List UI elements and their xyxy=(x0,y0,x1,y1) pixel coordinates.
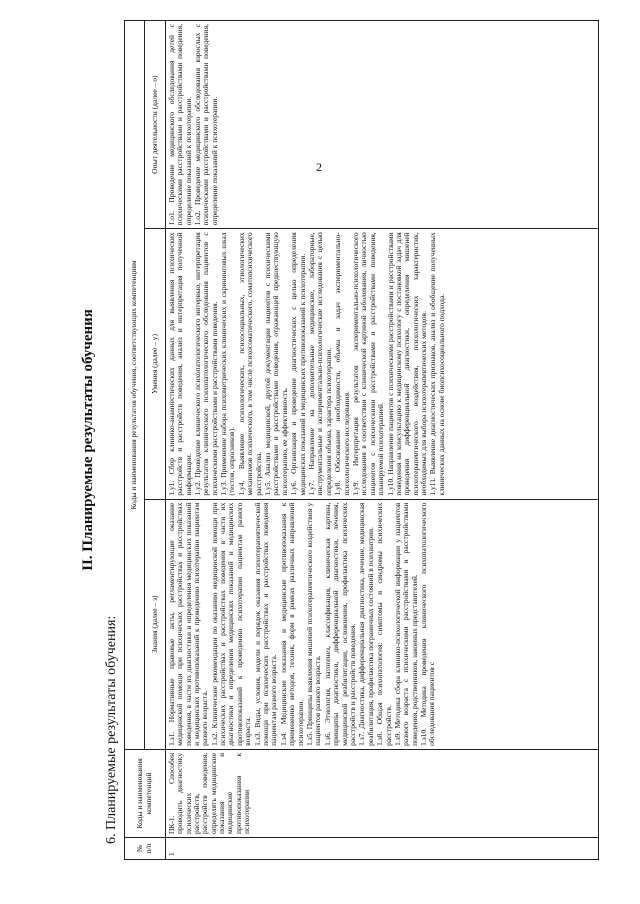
header-skills: Умения (далее – у) xyxy=(145,229,165,499)
skills-cell xyxy=(165,229,598,499)
row-num: 1 xyxy=(165,837,598,859)
skill-item: 1.у8. Обоснование необходимости, объема и задач экспериментально-психологического исследования. xyxy=(333,232,351,496)
knowledge-item: 1.з4. Медицинские показания и медицинские противопоказания к применению методов, техник, форм в рамках различных направлений психотерапии. xyxy=(278,502,305,746)
knowledge-cell xyxy=(165,499,598,749)
experience-cell xyxy=(165,21,598,229)
skill-item: 1.у1. Сбор клинико-анамнестических данных для выявления психических расстройств и расстройств поведения, анализ и интерпретация полученной информации. xyxy=(166,232,193,496)
skill-item: 1.у5. Анализ медицинской, другой документации пациентов с психическими расстройствами и расстройствами поведения, отражающей предшествующую психотерапию, ее эффективность. xyxy=(263,232,289,496)
skill-item: 1.у3. Применение набора психометрических клинических и скрининговых шкал (тестов, опросников). xyxy=(219,232,237,496)
knowledge-item: 1.з7. Диагностика, дифференциальная диагностика, лечение, медицинская реабилитация, профилактика пограничных состояний в психиатрии. xyxy=(357,502,375,746)
skill-item: 1.у4. Выявление психологических, психосоциальных, этиологических механизмов психического, в том числе психосоматического, соматопсихического расстройства. xyxy=(236,232,263,496)
skill-item: 1.у11. Выявление диагностических признаков, анализ и обобщение полученных клинических данных на основе биопсихосоциального подхода. xyxy=(428,232,446,496)
header-competence: Коды и наименования компетенций xyxy=(125,749,166,837)
experience-item: 1.о2. Проведение медицинского обследования взрослых с психическими расстройствами и расстройствами поведения, определение показаний к психотерапии. xyxy=(192,24,219,226)
skill-item: 1.у6. Организация и проведение диагностических с целью определения медицинских показаний и медицинских противопоказаний к психотерапии. xyxy=(289,232,307,496)
knowledge-item: 1.з9. Методика сбора клинико-психологической информации у пациентов разного возраста с психическими расстройствами и расстройствами поведения, родственников, законных представителей. xyxy=(392,502,419,746)
knowledge-item: 1.з1. Нормативные правовые акты, регламентирующие оказание медицинской помощи при психических расстройствах и расстройствах поведения, в части их диагностики и определения медицинских показаний и медицинских противопоказаний к проведению психотерапии пациентам разного возраста. xyxy=(166,502,210,746)
section-title: II. Планируемые результаты обучения xyxy=(80,309,96,571)
skill-item: 1.у9. Интерпретация результатов экспериментально-психологического исследования в соответствии с клинической картиной заболевания, личностью пациентов с психическими расстройствами и расстройствами поведения, планируемой психотерапией. xyxy=(350,232,386,496)
table-row xyxy=(165,21,598,860)
skill-item: 1.у7. Направление на дополнительные медицинские, лабораторные, инструментальные и экспериментально-психологические исследования с целью определения объема, характера психотерапии. xyxy=(307,232,333,496)
knowledge-item: 1.з3. Виды, условия, модели и порядок оказания психотерапевтической помощи при психических расстройствах и расстройствах поведения пациентам разного возраста. xyxy=(252,502,279,746)
header-num: № п/п xyxy=(125,837,166,859)
header-knowledge: Знания (далее – з) xyxy=(145,499,165,749)
competence-cell: ПК-1. Способен проводить диагностику психических расстройств, расстройств поведения, определять медицинские показания и медицинские противопоказания к психотерапии xyxy=(165,749,598,837)
subsection-title: 6. Планируемые результаты обучения: xyxy=(104,615,119,844)
knowledge-item: 1.з6. Этиология, патогенез, классификация, клиническая картина, принципы диагностики, дифференциальной диагностики, лечения, медицинской реабилитации, осложнения, профилактика психических расстройств и расстройств поведения. xyxy=(322,502,357,746)
learning-outcomes-table xyxy=(124,20,599,860)
skill-item: 1.у2. Проведение клинического психопатологического интервью, интерпретация результатов клинического психопатологического обследования пациентов с психическими расстройствами и расстройствами поведения. xyxy=(192,232,219,496)
knowledge-item: 1.з2. Клинические рекомендации по оказанию медицинской помощи при психических расстройствах и расстройствах поведения в части их диагностики и определения медицинских показаний и медицинских противопоказаний к проведению психотерапии пациентам разного возраста. xyxy=(209,502,253,746)
header-row-1 xyxy=(125,21,145,860)
header-experience: Опыт деятельности (далее – о) xyxy=(145,21,165,229)
skill-item: 1.у10. Направление пациентов с психическими расстройствами и расстройствами поведения на консультацию к медицинскому психологу с постановкой задач для проведения дифференциальной диагностики, определения мишеней психотерапевтического воздействия, психологических характеристик, необходимых для выбора психотерапевтических методов. xyxy=(385,232,429,496)
header-row-2 xyxy=(145,21,165,860)
header-group: Коды и наименования результатов обучения, соответствующих компетенциям xyxy=(125,21,145,750)
rotated-page-content xyxy=(80,20,605,860)
knowledge-item: 1.з8. Общая психопатология: симптомы и синдромы психических расстройств. xyxy=(375,502,393,746)
page-number: 2 xyxy=(316,160,322,174)
experience-item: 1.о1. Проведение медицинского обследования детей с психическими расстройствами и расстройствами поведения, определение показаний к психотерапии. xyxy=(166,24,193,226)
knowledge-item: 1.з5. Принципы выявления мишеней психотерапевтического воздействия у пациентов разного возраста. xyxy=(305,502,323,746)
knowledge-item: 1.з10. Методика проведения клинического психопатологического обследования пациентов с xyxy=(419,502,437,746)
